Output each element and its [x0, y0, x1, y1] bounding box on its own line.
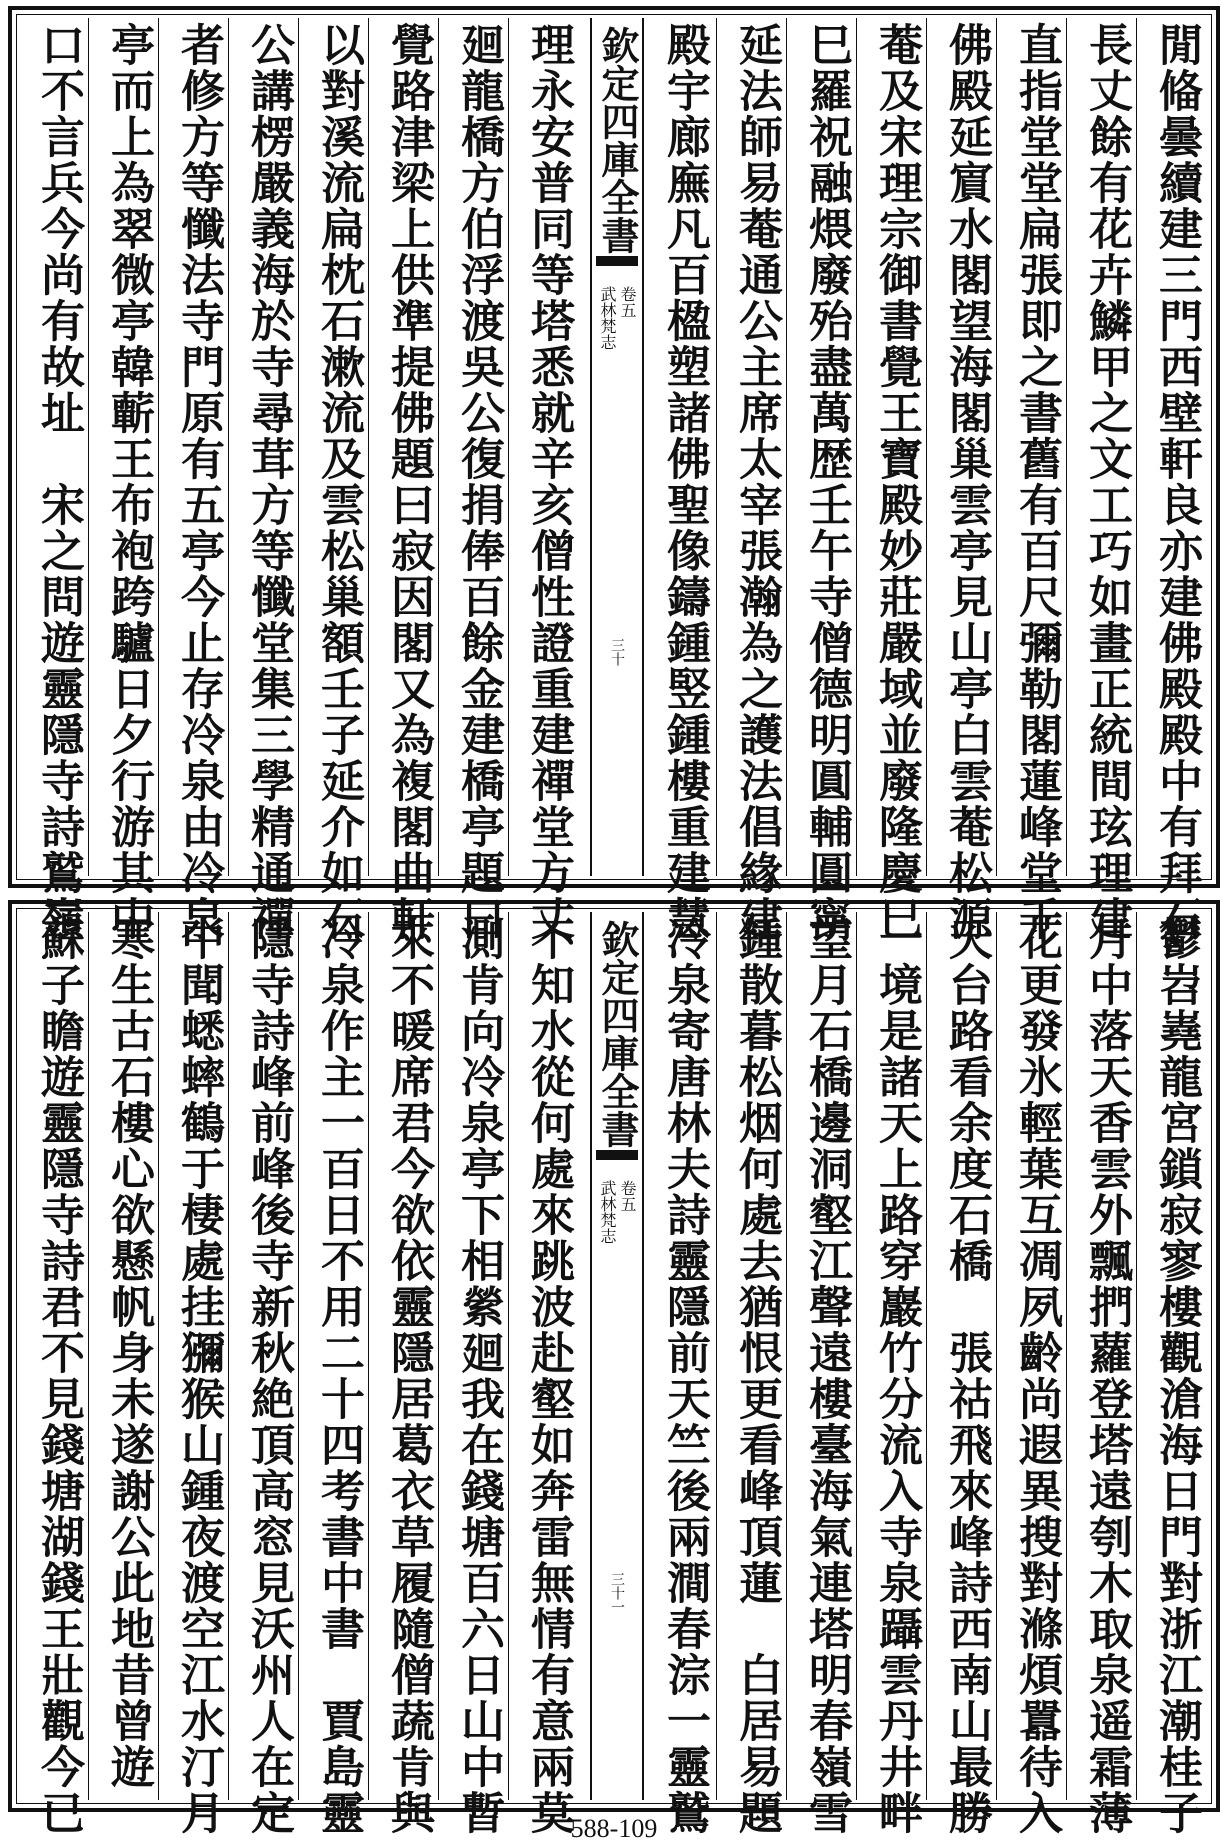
source-label: 武林梵志 卷五: [598, 1180, 637, 1244]
page-number: 588-109: [570, 1814, 658, 1843]
center-fold: [590, 18, 644, 876]
text-column: 月中落天香雲外飄捫蘿登塔遠刳木取泉遥霜薄: [1081, 916, 1132, 1836]
source-label: 武林梵志 卷五: [598, 286, 637, 350]
text-column: 一境是諸天上路穿巖竹分流入寺泉躡雲丹井畔: [871, 916, 922, 1836]
text-column: 亭而上為翠微亭韓蘄王布袍跨驢日夕行游其中: [103, 22, 154, 942]
text-column: 鍾散暮松烟何處去猶恨更看峰頂蓮 白居易題: [731, 916, 782, 1836]
text-column: 來不暖席君今欲依靈隱居葛衣草履隨僧蔬肯與: [383, 916, 434, 1836]
text-column: 冷泉作主一百日不用二十四考書中書 賈島靈: [313, 916, 364, 1836]
text-column: 隱寺詩峰前峰後寺新秋絶頂高窓見沃州人在定: [243, 916, 294, 1836]
text-column: 閒偹曇續建三門西壁軒良亦建佛殿殿中有拜石: [1151, 22, 1202, 942]
text-column: 巳羅祝融煨廢殆盡萬歴壬午寺僧德明圓輔圓寧: [801, 22, 852, 942]
text-column: 口不言兵今尚有故址 宋之問遊靈隱寺詩鷲嶺: [33, 22, 84, 942]
text-column: 長丈餘有花卉鱗甲之文工巧如畫正統間玹理建: [1081, 22, 1132, 942]
fish-tail-mark: [596, 256, 638, 286]
text-column: 寒生古石樓心欲懸帆身未遂謝公此地昔曾遊: [103, 916, 154, 1790]
series-title: 欽定四庫全書: [595, 26, 640, 254]
text-column: 直指堂堂扁張即之書舊有百尺彌勒閣蓮峰堂千: [1011, 22, 1062, 942]
series-title: 欽定四庫全書: [595, 920, 640, 1148]
text-column: 中聞蟋蟀鶴于棲處挂獼猴山鍾夜渡空江水汀月: [173, 916, 224, 1836]
text-column: 覺路津梁上供準提佛題曰寂因閣又為複閣曲軒: [383, 22, 434, 942]
text-column: 冷泉寄唐林夫詩靈隱前天竺後兩澗春淙一靈鷲: [659, 916, 710, 1836]
text-column: 廻龍橋方伯浮渡吳公復捐俸百餘金建橋亭題曰: [453, 22, 504, 942]
fish-tail-mark: [596, 1150, 638, 1180]
folio-number: 三十一: [609, 1572, 625, 1614]
text-column: 蘇子瞻遊靈隱寺詩君不見錢塘湖錢王壯觀今已: [33, 916, 84, 1836]
folio-number: 三十: [609, 638, 625, 666]
text-column: 菴及宋理宗御書覺王寶殿妙莊嚴域並廢隆慶巳: [871, 22, 922, 942]
center-fold: [590, 912, 644, 1800]
text-column: 延法師易菴通公主席太宰張瀚為之護法倡緣建: [731, 22, 782, 942]
text-column: 佛殿延賔水閣望海閣巢雲亭見山亭白雲菴松源: [941, 22, 992, 942]
text-column: 不知水從何處來跳波赴壑如奔雷無情有意兩莫: [523, 916, 574, 1836]
text-column: 者修方等懺法寺門原有五亭今止存冷泉由冷泉: [173, 22, 224, 942]
text-column: 公講楞嚴義海於寺尋茸方等懺堂集三學精通禪: [243, 22, 294, 942]
text-column: 鬱岧嶤龍宮鎖寂寥樓觀滄海日門對浙江潮桂子: [1151, 916, 1202, 1836]
text-column: 理永安普同等塔悉就辛亥僧性證重建禪堂方丈: [523, 22, 574, 942]
text-column: 以對溪流扁枕石漱流及雲松巢額壬子延介如石: [313, 22, 364, 942]
text-column: 殿宇廊廡凡百楹塑諸佛聖像鑄鍾竪鍾樓重建慧: [659, 22, 710, 942]
page-top: [8, 6, 1220, 942]
text-column: 天台路看余度石橋 張祜飛來峰詩西南山最勝: [941, 916, 992, 1836]
text-column: 測肯向冷泉亭下相縈廻我在錢塘百六日山中暫: [453, 916, 504, 1836]
text-column: 花更發氷輕葉互凋夙齡尚遐異搜對滌煩囂待入: [1011, 916, 1062, 1836]
text-column: 望月石橋邊洞壑江聲遠樓臺海氣連塔明春嶺雪: [801, 916, 852, 1836]
